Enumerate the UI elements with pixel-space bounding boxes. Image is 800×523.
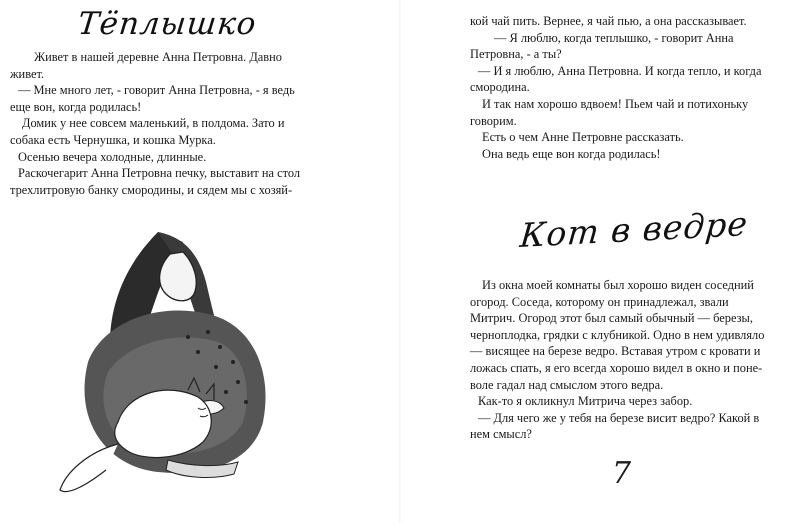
text-line: Раскочегарит Анна Петровна печку, выставит на стол: [18, 166, 301, 181]
right-page-text-continuation: [470, 13, 762, 162]
text-line: огород. Соседа, которому он принадлежал, звали: [470, 294, 729, 309]
text-line: — Мне много лет, - говорит Анна Петровна, - я ведь: [18, 83, 295, 98]
text-line: еще вон, когда родилась!: [10, 99, 142, 114]
text-line: собака есть Чернушка, и кошка Мурка.: [10, 132, 216, 147]
text-line: черноплодка, грядки с клубникой. Одно в нем удивляло: [470, 327, 765, 342]
text-line: говорим.: [470, 113, 517, 128]
page-number: 7: [612, 456, 632, 491]
text-line: — Я люблю, когда теплышко, - говорит Анна: [494, 30, 734, 45]
text-line: живет.: [10, 66, 45, 81]
left-page-text: [10, 49, 300, 198]
text-line: Живет в нашей деревне Анна Петровна. Давно: [34, 50, 282, 64]
text-line: ложась спать, я его всегда хорошо видел в окно и поне-: [470, 360, 763, 375]
text-line: смородина.: [470, 80, 530, 95]
book-gutter: [399, 0, 401, 523]
text-line: — висящее на березе ведро. Вставая утром с кровати и: [470, 344, 761, 359]
text-line: Митрич. Огород этот был самый обычный — березы,: [470, 311, 753, 326]
text-line: Она ведь еще вон когда родилась!: [482, 146, 661, 161]
text-line: трехлитровую банку смородины, и сядем мы с хозяй-: [10, 182, 293, 197]
text-line: Домик у нее совсем маленький, в полдома. Зато и: [22, 116, 285, 131]
text-line: кой чай пить. Вернее, я чай пью, а она рассказывает.: [470, 14, 747, 28]
right-page-story-text: [470, 277, 764, 443]
text-line: Из окна моей комнаты был хорошо виден соседний: [482, 278, 754, 292]
cat-tail: [60, 444, 118, 492]
text-line: Петровна, - а ты?: [470, 47, 562, 62]
text-line: Как-то я окликнул Митрича через забор.: [478, 394, 693, 409]
illustration-old-woman-with-cat: [48, 222, 288, 514]
text-line: нем смысл?: [470, 427, 532, 442]
text-line: — Для чего же у тебя на березе висит ведро? Какой в: [478, 410, 760, 425]
text-line: воле гадал над смыслом этого ведра.: [470, 377, 664, 392]
text-line: Есть о чем Анне Петровне рассказать.: [482, 130, 684, 145]
text-line: — И я люблю, Анна Петровна. И когда тепло, и когда: [478, 63, 762, 78]
story-title-teplyshko: Тёплышко: [76, 6, 259, 42]
text-line: Осенью вечера холодные, длинные.: [18, 149, 207, 164]
text-line: И так нам хорошо вдвоем! Пьем чай и потихоньку: [482, 96, 749, 111]
story-title-kot-v-vedre: Кот в ведре: [518, 203, 750, 256]
